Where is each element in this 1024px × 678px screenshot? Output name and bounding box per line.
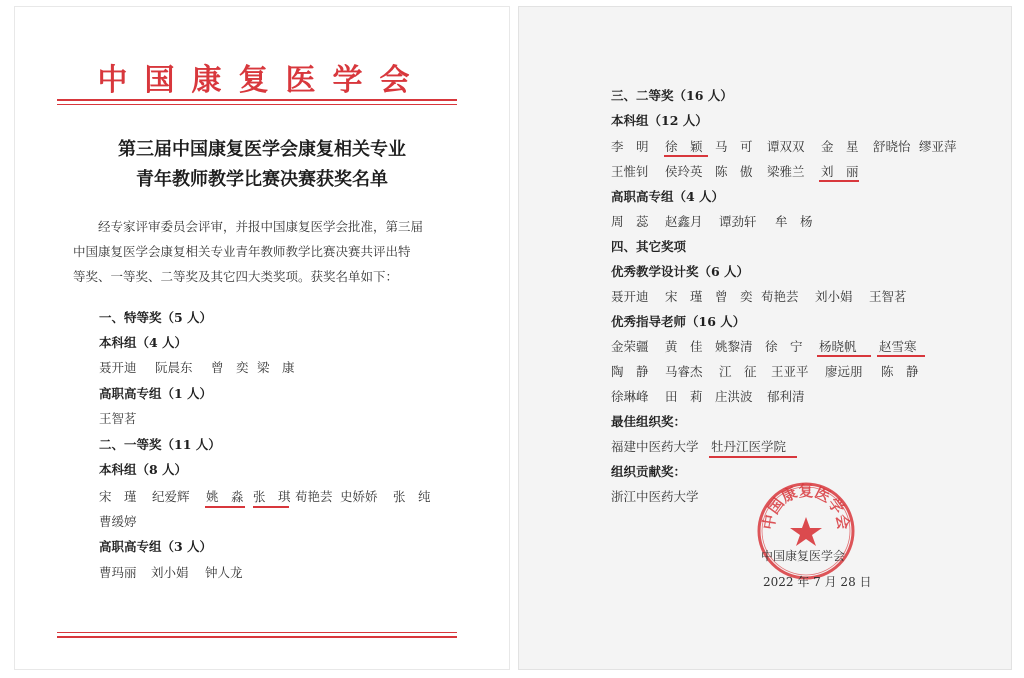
other-awards-heading: 四、其它奖项 xyxy=(611,239,687,254)
name: 梁雅兰 xyxy=(767,164,805,179)
doc-title-line1: 第三届中国康复医学会康复相关专业 xyxy=(118,139,406,160)
intro-line: 中国康复医学会康复相关专业青年教师教学比赛决赛共评出特 xyxy=(73,244,411,259)
highlight-underline xyxy=(205,506,245,508)
name: 曾 奕 xyxy=(211,360,249,375)
signature-date: 2022 年 7 月 28 日 xyxy=(763,575,872,589)
name: 曾 奕 xyxy=(715,289,753,304)
contribution-heading: 组织贡献奖： xyxy=(611,464,687,479)
name: 曹缓婷 xyxy=(99,514,137,529)
name: 徐 颖 xyxy=(665,139,703,154)
name: 王智茗 xyxy=(869,289,907,304)
name: 姚 淼 xyxy=(206,489,244,504)
name: 张 琪 xyxy=(253,489,291,504)
name: 缪亚萍 xyxy=(919,139,957,154)
name: 周 蕊 xyxy=(611,214,649,229)
special-undergrad-heading: 本科组（4 人） xyxy=(99,335,188,350)
name: 陈 傲 xyxy=(715,164,753,179)
name: 徐 宁 xyxy=(765,339,803,354)
second-award-heading: 三、二等奖（16 人） xyxy=(611,88,733,103)
highlight-underline xyxy=(253,506,289,508)
name: 徐琳峰 xyxy=(611,389,649,404)
name: 赵雪寒 xyxy=(879,339,917,354)
name: 阮晨东 xyxy=(155,360,193,375)
name: 廖远朋 xyxy=(825,364,863,379)
highlight-underline xyxy=(664,155,708,157)
name: 刘 丽 xyxy=(821,164,859,179)
intro-line: 等奖、一等奖、二等奖及其它四大类奖项。获奖名单如下： xyxy=(73,269,399,284)
name: 马 可 xyxy=(715,139,753,154)
right-page xyxy=(518,6,1012,670)
name: 金荣疆 xyxy=(611,339,649,354)
design-award-heading: 优秀教学设计奖（6 人） xyxy=(611,264,750,279)
highlight-underline xyxy=(877,355,925,357)
name: 牟 杨 xyxy=(775,214,813,229)
name: 庄洪波 xyxy=(715,389,753,404)
left-page xyxy=(14,6,510,670)
mentor-award-heading: 优秀指导老师（16 人） xyxy=(611,314,746,329)
highlight-underline xyxy=(709,456,797,458)
name: 聂开迪 xyxy=(611,289,649,304)
name: 纪爱辉 xyxy=(152,489,190,504)
name: 李 明 xyxy=(611,139,649,154)
highlight-underline xyxy=(817,355,871,357)
name: 钟人龙 xyxy=(205,565,243,580)
name: 黄 佳 xyxy=(665,339,703,354)
special-vocational-heading: 高职高专组（1 人） xyxy=(99,386,213,401)
official-seal-icon xyxy=(756,481,856,581)
first-award-heading: 二、一等奖（11 人） xyxy=(99,437,221,452)
name: 浙江中医药大学 xyxy=(611,489,699,504)
highlight-underline xyxy=(819,180,859,182)
name: 陈 静 xyxy=(881,364,919,379)
name: 郁利清 xyxy=(767,389,805,404)
name: 史娇娇 xyxy=(340,489,378,504)
name: 江 征 xyxy=(719,364,757,379)
first-vocational-heading: 高职高专组（3 人） xyxy=(99,539,213,554)
name: 王智茗 xyxy=(99,411,137,426)
name: 福建中医药大学 xyxy=(611,439,699,454)
intro-line: 经专家评审委员会评审，并报中国康复医学会批准，第三届 xyxy=(73,219,424,234)
name: 谭劲轩 xyxy=(719,214,757,229)
name: 荀艳芸 xyxy=(761,289,799,304)
intro-paragraph xyxy=(73,214,469,289)
name: 梁 康 xyxy=(257,360,295,375)
signature-org: 中国康复医学会 xyxy=(761,549,846,563)
name: 曹玛丽 xyxy=(99,565,137,580)
letterhead-rule-thick xyxy=(57,99,457,101)
name: 牡丹江医学院 xyxy=(711,439,787,454)
name: 姚黎清 xyxy=(715,339,753,354)
letterhead-rule-thin xyxy=(57,104,457,105)
special-award-heading: 一、特等奖（5 人） xyxy=(99,310,213,325)
name: 刘小娟 xyxy=(815,289,853,304)
name: 杨晓帆 xyxy=(819,339,857,354)
name: 荀艳芸 xyxy=(295,489,333,504)
best-org-heading: 最佳组织奖： xyxy=(611,414,687,429)
name: 王惟钊 xyxy=(611,164,649,179)
name: 刘小娟 xyxy=(151,565,189,580)
name: 王亚平 xyxy=(771,364,809,379)
name: 张 纯 xyxy=(393,489,431,504)
name: 陶 静 xyxy=(611,364,649,379)
seal-text: 中国康复医学会 xyxy=(759,481,853,531)
name: 侯玲英 xyxy=(665,164,703,179)
second-undergrad-heading: 本科组（12 人） xyxy=(611,113,708,128)
second-vocational-heading: 高职高专组（4 人） xyxy=(611,189,725,204)
doc-title-line2: 青年教师教学比赛决赛获奖名单 xyxy=(136,169,388,190)
name: 宋 瑾 xyxy=(99,489,137,504)
name: 聂开迪 xyxy=(99,360,137,375)
name: 舒晓怡 xyxy=(873,139,911,154)
first-undergrad-heading: 本科组（8 人） xyxy=(99,462,188,477)
name: 谭双双 xyxy=(767,139,805,154)
letterhead-org-name: 中国康复医学会 xyxy=(97,63,427,98)
name: 金 星 xyxy=(821,139,859,154)
name: 宋 瑾 xyxy=(665,289,703,304)
name: 赵鑫月 xyxy=(665,214,703,229)
footer-rule-thick xyxy=(57,636,457,638)
footer-rule-thin xyxy=(57,632,457,633)
name: 马睿杰 xyxy=(665,364,703,379)
name: 田 莉 xyxy=(665,389,703,404)
